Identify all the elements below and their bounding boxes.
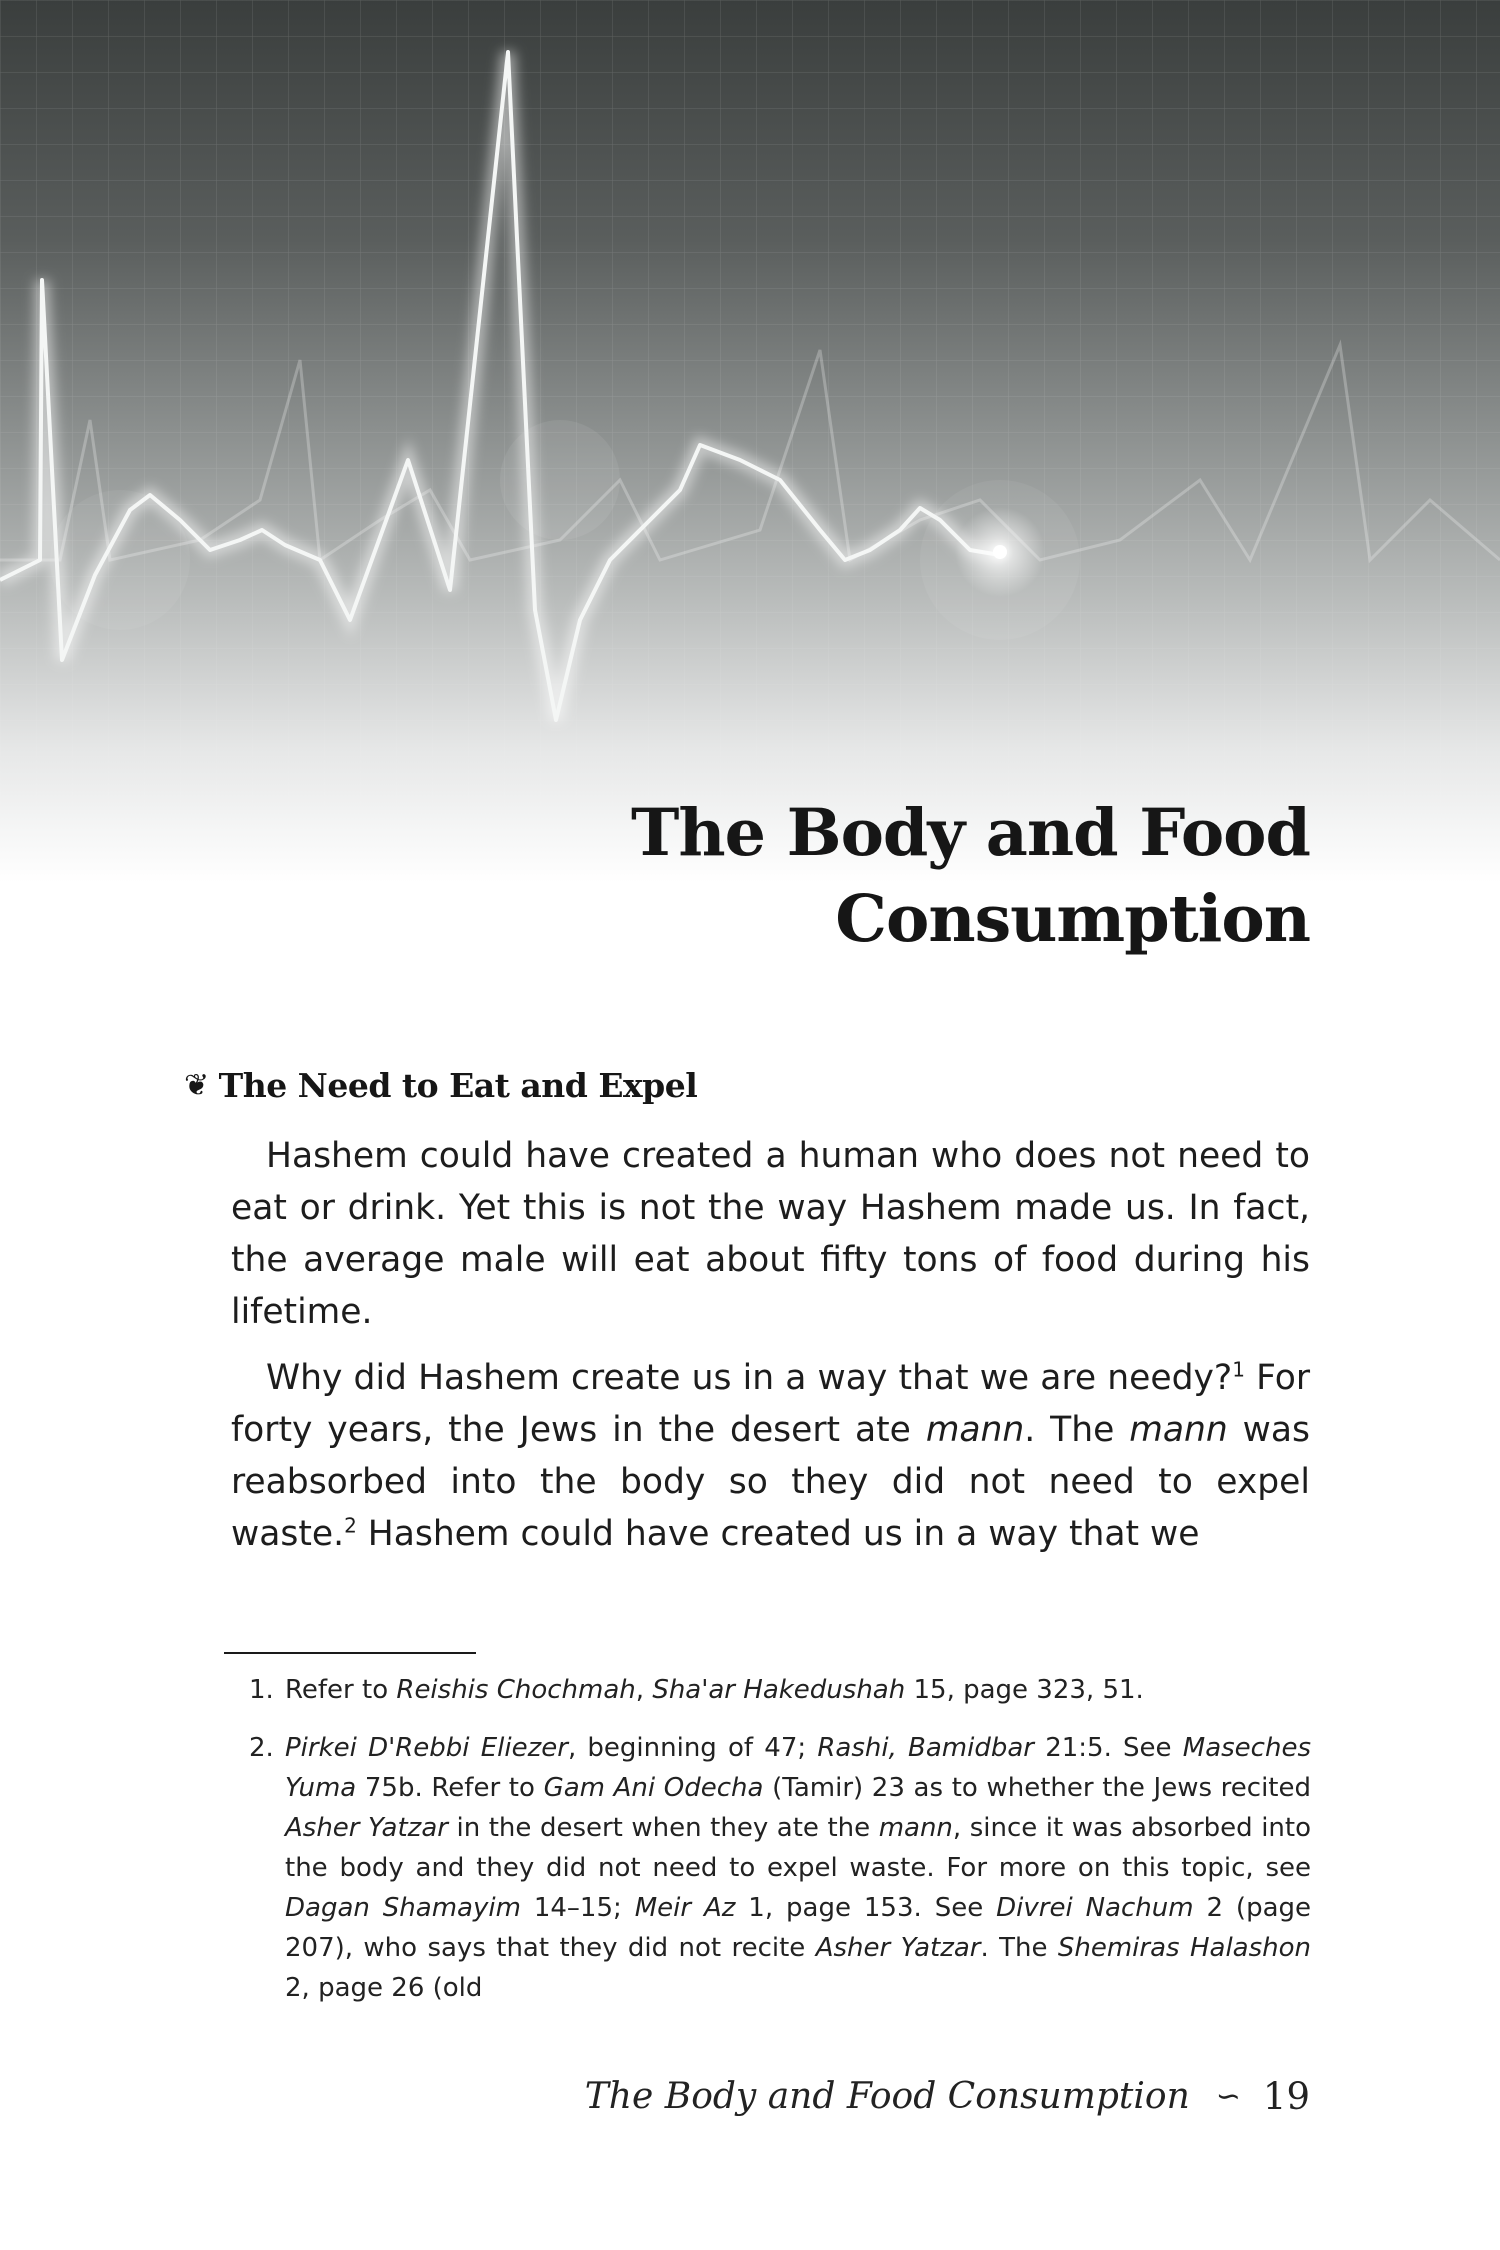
footnote-span: in the desert when they ate the — [447, 1813, 879, 1843]
footnote-span: , since it was absorbed into the body and they did not need to expel waste. For more on this topic, see — [285, 1813, 1311, 1883]
footnote-span: , beginning of 47; — [567, 1733, 818, 1763]
body-paragraph-1: Hashem could have created a human who does not need to eat or drink. Yet this is not the way Hashem made us. In fact, the average male will eat about fifty tons of food during his lifetime. — [231, 1136, 1310, 1332]
footnote-span: 75b. Refer to — [356, 1773, 544, 1803]
fleuron-icon: ❦ — [184, 1068, 209, 1103]
footnote-number: 1. — [249, 1675, 274, 1705]
chapter-title-line-1: The Body and Food — [631, 795, 1310, 871]
footnote-span: 14–15; — [520, 1893, 635, 1923]
footnote-italic: Rashi, Bamidbar — [817, 1733, 1034, 1763]
footnote-span: . The — [980, 1933, 1058, 1963]
chapter-title-line-2: Consumption — [835, 881, 1310, 957]
footnote-span: Refer to — [285, 1675, 397, 1705]
paragraph-italic: mann — [925, 1410, 1025, 1450]
section-heading-text: The Need to Eat and Expel — [218, 1066, 698, 1105]
footnote-span: 21:5. See — [1034, 1733, 1183, 1763]
footnote-ref-2: 2 — [344, 1513, 357, 1538]
footnote-span: (Tamir) 23 as to whether the Jews recited — [763, 1773, 1311, 1803]
flourish-icon: ∽ — [1215, 2079, 1241, 2114]
body-paragraph-2 — [231, 1352, 1310, 1560]
footnote-span: 15, page 323, 51. — [905, 1675, 1144, 1705]
footnote-italic: Shemiras Halashon — [1057, 1933, 1312, 1963]
paragraph-text: For forty years, the Jews in the desert ate — [231, 1358, 1310, 1450]
footnote-italic: Divrei Nachum — [996, 1893, 1194, 1923]
footnote-span: 2, page 26 (old — [285, 1973, 483, 2003]
footnote-italic: Pirkei D'Rebbi Eliezer — [285, 1733, 568, 1763]
footnote-italic: Asher Yatzar — [815, 1933, 981, 1963]
footnote-italic: Asher Yatzar — [285, 1813, 448, 1843]
footnote-separator — [224, 1652, 476, 1654]
page-number: 19 — [1262, 2075, 1310, 2118]
paragraph-text: . The — [1024, 1410, 1130, 1450]
footnote-2 — [249, 1728, 1311, 2008]
footnote-text — [249, 1670, 1311, 1710]
paragraph-text: Hashem could have created us in a way that we — [356, 1514, 1200, 1554]
footnote-italic: Sha'ar Hakedushah — [652, 1675, 906, 1705]
footnote-span: 1, page 153. See — [735, 1893, 997, 1923]
paragraph-text: was reabsorbed into the body so they did not need to expel waste. — [231, 1410, 1310, 1554]
footnote-italic: Dagan Shamayim — [285, 1893, 521, 1923]
footnote-text — [249, 1728, 1311, 2008]
paragraph-italic: mann — [1129, 1410, 1228, 1450]
footnote-number: 2. — [249, 1733, 274, 1763]
footnote-italic: Reishis Chochmah — [396, 1675, 636, 1705]
footnote-italic: Maseches Yuma — [285, 1733, 1311, 1803]
footnote-span: 2 (page 207), who says that they did not recite — [285, 1893, 1312, 1963]
running-footer — [585, 2075, 1310, 2118]
paragraph-text: Why did Hashem create us in a way that we are needy? — [266, 1358, 1233, 1398]
chapter-title — [410, 790, 1310, 962]
footnote-italic: Gam Ani Odecha — [543, 1773, 764, 1803]
footnote-span: , — [635, 1675, 653, 1705]
footnote-italic: mann — [878, 1813, 953, 1843]
footnote-italic: Meir Az — [634, 1893, 736, 1923]
footnote-ref-1: 1 — [1232, 1357, 1245, 1382]
footer-chapter-title: The Body and Food Consumption — [584, 2076, 1190, 2117]
footnote-1 — [249, 1670, 1311, 1710]
section-heading — [184, 1066, 697, 1105]
